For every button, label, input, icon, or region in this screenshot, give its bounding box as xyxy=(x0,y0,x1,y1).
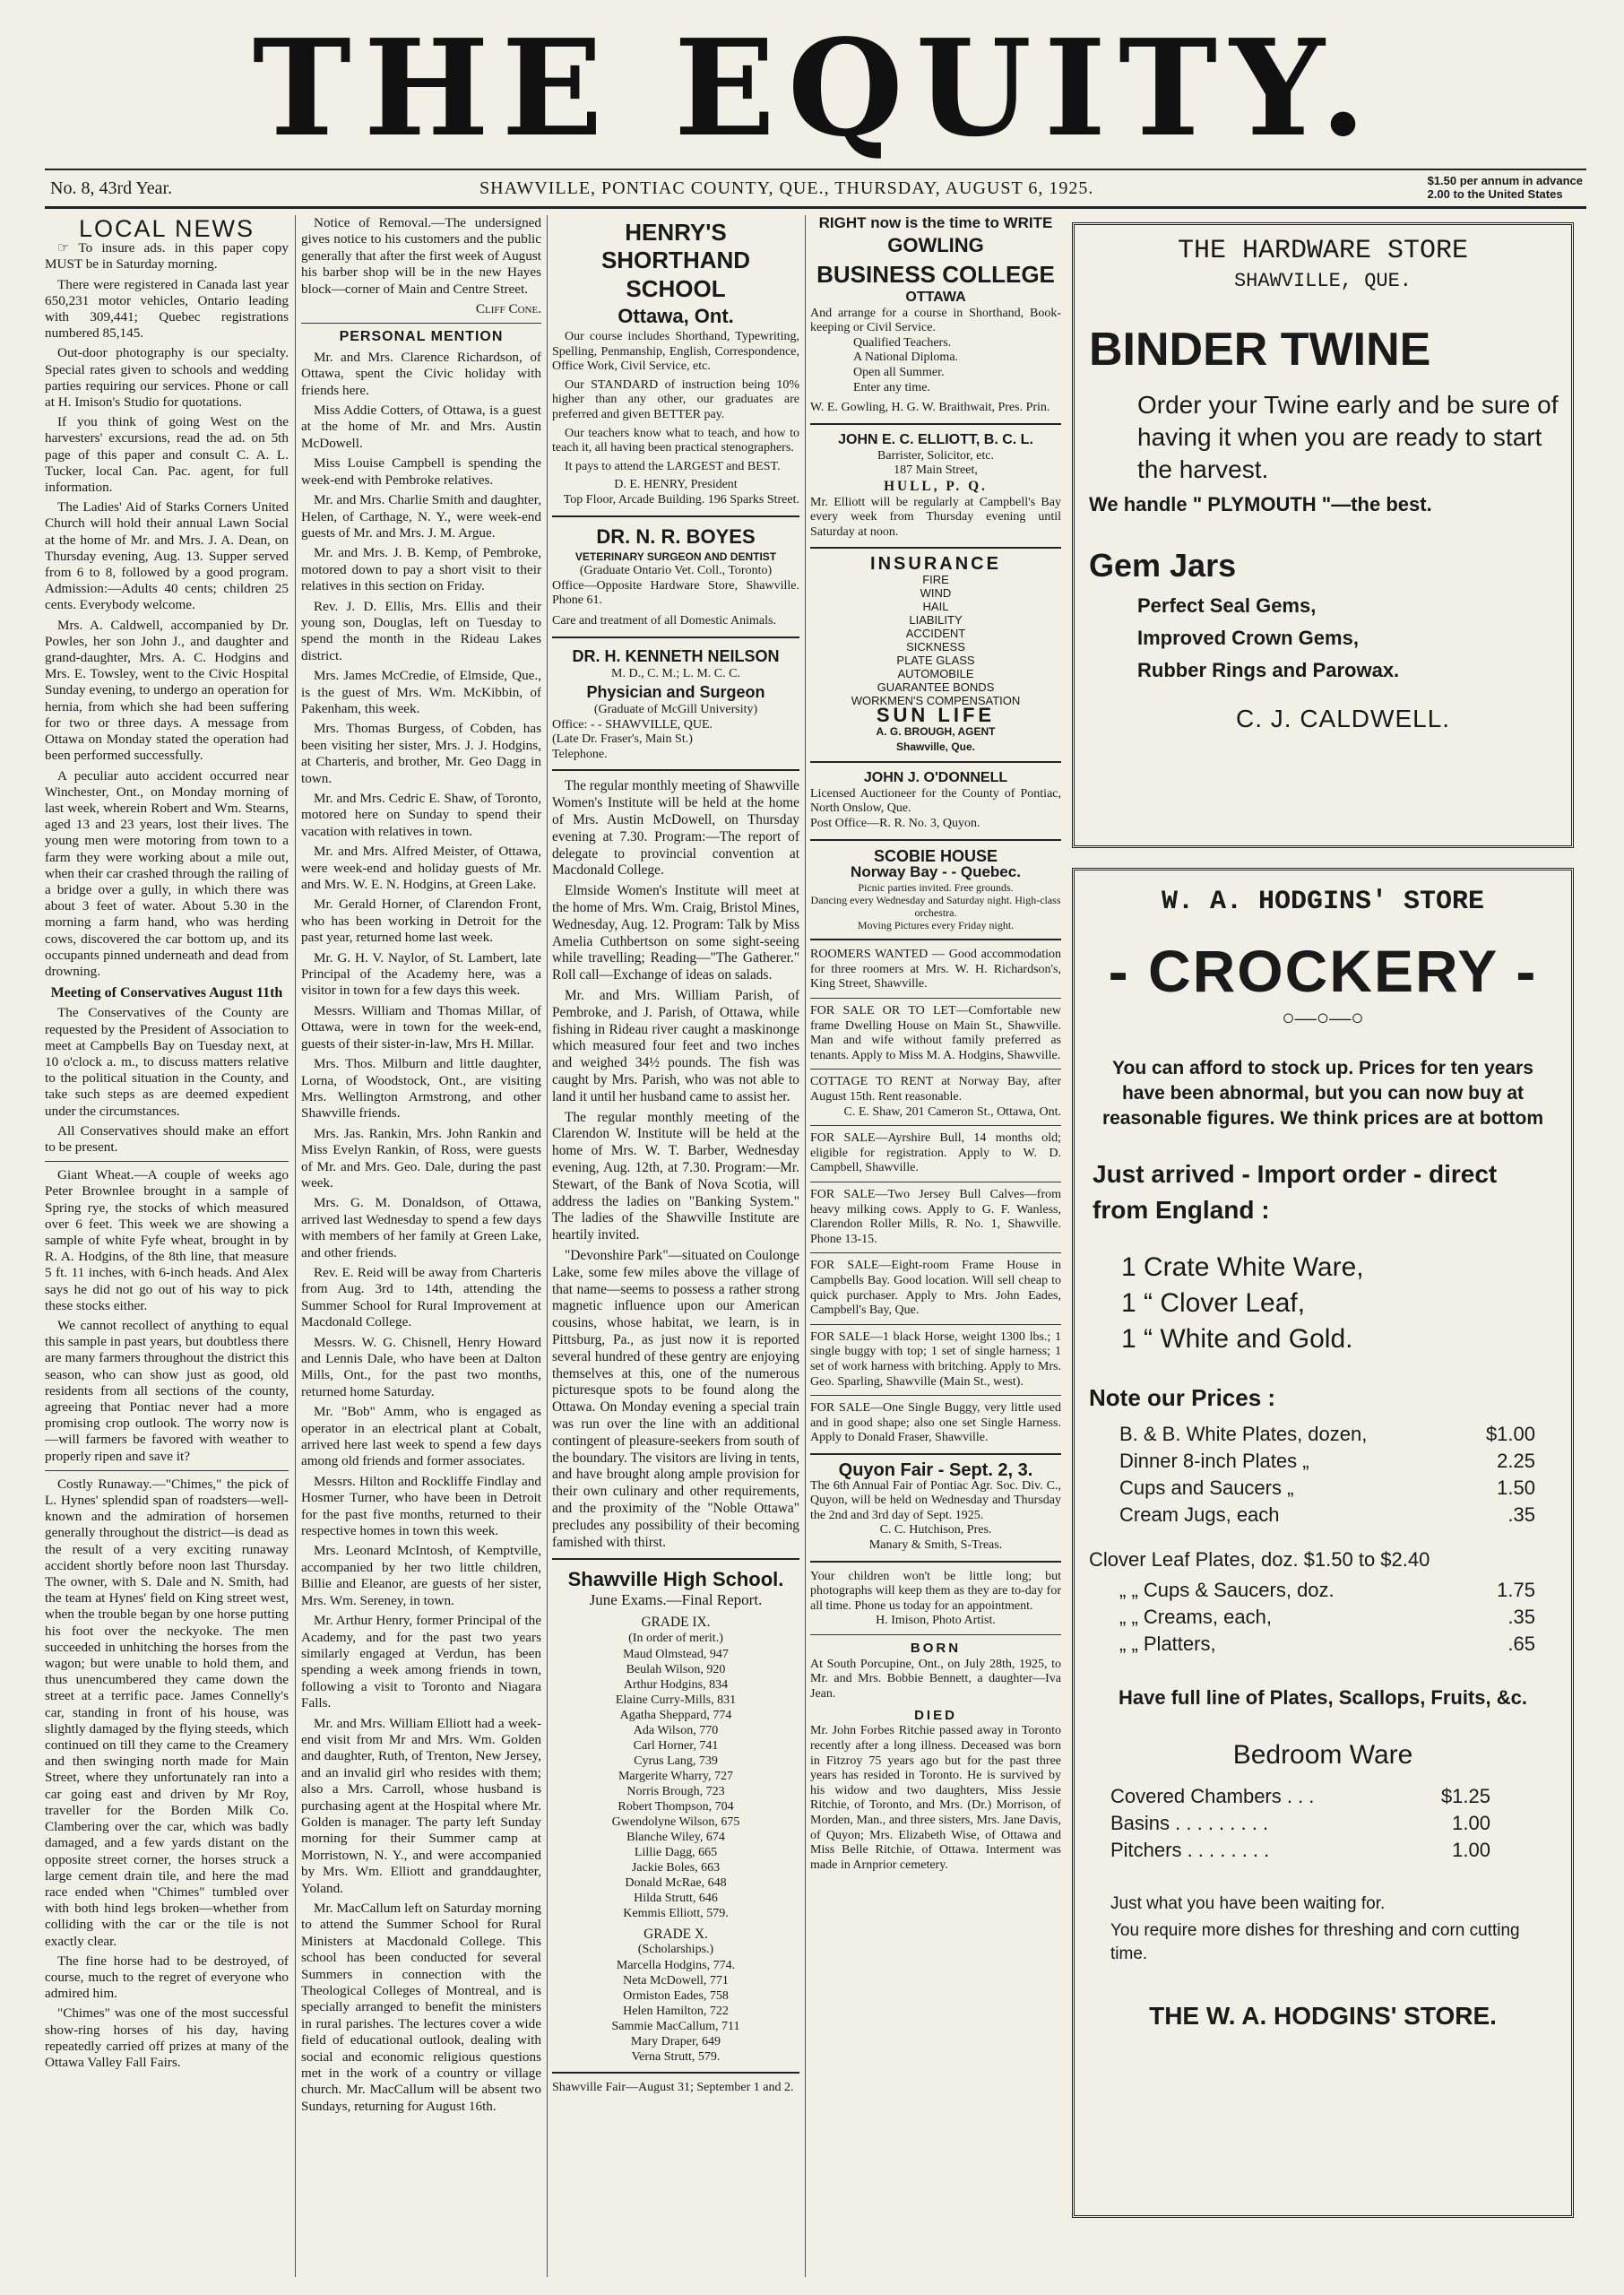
local-news-item: We cannot recollect of anything to equal this sample in past years, but doubtless there are many farmers throughout the district this season, who can show just as good, old residents from all sections of the county, agreeing that Pontiac never had a more promising crop outlook. The worry now is—will farmers be favored with weather to properly ripen and save it? xyxy=(45,1318,289,1464)
column-rule xyxy=(547,215,548,2277)
column-personal-mention xyxy=(301,215,541,2277)
classified-ad: FOR SALE—Ayrshire Bull, 14 months old; eligible for registration. Apply to W. D. Campbell, Shawville. xyxy=(810,1131,1061,1175)
grade-ix-student: Maud Olmstead, 947 xyxy=(623,1647,729,1661)
grade-ix-student: Beulah Wilson, 920 xyxy=(626,1662,726,1676)
price-value: 2.25 xyxy=(1497,1450,1535,1472)
personal-item: Mrs. Thos. Milburn and little daughter, Lorna, of Woodstock, Ont., are visiting Mrs. Wellington Armstrong, and other Shawville friends. xyxy=(301,1056,541,1122)
gem-jar-item: Rubber Rings and Parowax. xyxy=(1137,659,1400,681)
personal-item: Mrs. G. M. Donaldson, of Ottawa, arrived last Wednesday to spend a few days with members of her family at Green Lake, and other friends. xyxy=(301,1195,541,1260)
gem-jar-item: Perfect Seal Gems, xyxy=(1137,594,1317,617)
neilson-late: (Late Dr. Fraser's, Main St.) xyxy=(552,732,693,747)
grade-x-subheading: (Scholarships.) xyxy=(637,1943,714,1957)
price-us: 2.00 to the United States xyxy=(1427,187,1563,201)
insurance-type: AUTOMOBILE xyxy=(897,667,974,681)
personal-item: Rev. E. Reid will be away from Charteris from Aug. 3rd to 14th, attending the Summer School for Rural Improvement at Macdonald College. xyxy=(301,1264,541,1330)
personal-item: Messrs. W. G. Chisnell, Henry Howard and Lennis Dale, who have been at Dalton Mills, Ont., for the past two months, returned home Saturday. xyxy=(301,1334,541,1399)
quyon-fair-president: C. C. Hutchison, Pres. xyxy=(879,1523,992,1537)
gowling-title: GOWLING xyxy=(887,233,984,256)
personal-item: Mr. and Mrs. Charlie Smith and daughter, Helen, of Carthage, N. Y., were week-end guests of Mr. and Mrs. J. M. Argue. xyxy=(301,492,541,541)
divider xyxy=(810,1453,1061,1455)
binder-twine-heading: BINDER TWINE xyxy=(1089,324,1431,376)
local-news-item: Costly Runaway.—"Chimes," the pick of L. Hynes' splendid span of roadsters—well-known and the admiration of horsemen generally throughout the district—is dead as the result of a very exciting runaway accident shortly before noon last Thursday. The owner, with S. Dale and N. Smith, had the team at Hynes' field on King street west, when the trouble began by one horse putting his foot over the neckyoke. The men succeeded in unhitching the horses from the wagon; but were unable to hold them, and thus unencumbered they came down the street at a terrific pace. James Connelly's car, standing in front of his house, was slightly damaged by the flying steeds, which continued on till they came to the Creamery and then swinging north made for Main Street, where they unfortunately ran into a car going east and driven by Mr Roy, traveller for the Borden Milk Co. Clambering over the car, which was badly damaged, and a few yards distant on the opposite street corner, the horses struck a large cement drain tile, and here the mad race ended when "Chimes" tumbled over with both hind legs broken—whether from colliding with the car or the tile is not exactly clear. xyxy=(45,1476,289,1949)
local-news-heading: LOCAL NEWS xyxy=(78,215,255,242)
local-news-item: The fine horse had to be destroyed, of course, much to the regret of everyone who admired him. xyxy=(45,1953,289,2002)
personal-item: Mr. and Mrs. J. B. Kemp, of Pembroke, motored down to pay a short visit to their relatives in this section on Friday. xyxy=(301,545,541,594)
insurance-type: GUARANTEE BONDS xyxy=(877,680,995,695)
binder-twine-text: Order your Twine early and be sure of having it when you are ready to start the harvest. xyxy=(1137,391,1559,483)
notice-of-removal: Notice of Removal.—The undersigned gives notice to his customers and the public generally that after the first week of August his barber shop will be in the new Hayes block—corner of Main and Centre Street. xyxy=(301,215,541,297)
grade-ix-student: Carl Horner, 741 xyxy=(633,1738,719,1753)
born-heading: BORN xyxy=(910,1641,962,1657)
grade-ix-student: Ada Wilson, 770 xyxy=(633,1723,719,1737)
local-news-item: Out-door photography is our specialty. Special rates given to schools and wedding parties requiring our services. Phone or call at H. Imison's Studio for quotations. xyxy=(45,345,289,411)
personal-item: Mr. and Mrs. Cedric E. Shaw, of Toronto, motored here on Sunday to spend their vacation with relatives in town. xyxy=(301,791,541,839)
issue-number: No. 8, 43rd Year. xyxy=(50,178,173,198)
insurance-type: HAIL xyxy=(922,600,949,614)
price-row xyxy=(1119,1448,1535,1475)
local-news-item: "Chimes" was one of the most successful show-ring horses of his day, having repeatedly carried off prizes at many of the Ottawa Valley Fall Fairs. xyxy=(45,2005,289,2070)
personal-item: Mr. G. H. V. Naylor, of St. Lambert, late Principal of the Academy here, was a visitor in town for a few days this week. xyxy=(301,949,541,999)
gowling-text: And arrange for a course in Shorthand, Book-keeping or Civil Service. xyxy=(810,306,1061,335)
grade-ix-student: Margerite Wharry, 727 xyxy=(618,1769,734,1783)
price-item-name: Dinner 8-inch Plates „ xyxy=(1119,1450,1309,1472)
hardware-store-title: THE HARDWARE STORE xyxy=(1177,236,1469,266)
price-list-bedroom xyxy=(1110,1783,1490,1864)
insurance-type: PLATE GLASS xyxy=(896,654,975,668)
price-item-name: Basins . . . . . . . . . xyxy=(1110,1812,1269,1834)
odonnell-post-office: Post Office—R. R. No. 3, Quyon. xyxy=(810,817,980,831)
hodgins-store-title: W. A. HODGINS' STORE xyxy=(1161,887,1485,917)
divider xyxy=(552,515,799,517)
grade-ix-subheading: (In order of merit.) xyxy=(628,1631,723,1645)
hodgins-intro: You can afford to stock up. Prices for ten years have been abnormal, but you can now buy at reasonable figures. We think prices are at bottom xyxy=(1101,1058,1544,1129)
elliott-name: JOHN E. C. ELLIOTT, B. C. L. xyxy=(838,431,1033,447)
column-ads-classifieds xyxy=(810,215,1061,2277)
price-row xyxy=(1119,1604,1535,1631)
personal-item: Mr. MacCallum left on Saturday morning to attend the Summer School for Rural Ministers at Macdonald College. This school has been conducted for several Summers in connection with the Theological Colleges of Montreal, and is specially arranged to benefit the ministers in rural parishes. The lectures cover a wide field of educational outlook, dealing with social and economic religious questions met in the work of a country or village church. Mr. MacCallum will be absent two Sundays, returning for August 16th. xyxy=(301,1901,541,2114)
masthead-title: THE EQUITY. xyxy=(252,10,1379,166)
conservatives-heading: Meeting of Conservatives August 11th xyxy=(50,985,283,1001)
institute-item: Elmside Women's Institute will meet at the home of Mrs. Wm. Craig, Bristol Mines, Wednesday, Aug. 12. Program: Talk by Miss Amelia Cuthbertson on some sight-seeing while travelling; Reading—"The Gatherer." Roll call—Exchange of ideas on salads. xyxy=(552,883,799,983)
grade-ix-student: Elaine Curry-Mills, 831 xyxy=(615,1693,737,1707)
note-prices-heading: Note our Prices : xyxy=(1089,1384,1276,1411)
hodgins-closing-2: You require more dishes for threshing and corn cutting time. xyxy=(1110,1921,1520,1963)
grade-x-student: Verna Strutt, 579. xyxy=(631,2049,721,2064)
divider xyxy=(552,2072,799,2074)
price-item-name: „ „ Creams, each, xyxy=(1119,1606,1272,1628)
grade-x-student: Sammie MacCallum, 711 xyxy=(611,2019,740,2033)
price-row xyxy=(1119,1631,1535,1658)
divider xyxy=(810,423,1061,425)
price-item-name: „ „ Platters, xyxy=(1119,1632,1216,1655)
personal-item: Mrs. Jas. Rankin, Mrs. John Rankin and Miss Evelyn Rankin, of Ross, were guests of Mr. and Mrs. Geo. Dale, during the past week. xyxy=(301,1125,541,1191)
price-item-name: B. & B. White Plates, dozen, xyxy=(1119,1423,1368,1445)
gowling-feature: Enter any time. xyxy=(853,380,930,394)
hardware-store-city: SHAWVILLE, QUE. xyxy=(1233,270,1412,292)
elliott-title: Barrister, Solicitor, etc. xyxy=(877,448,994,463)
personal-item: Mr. Gerald Horner, of Clarendon Front, who has been working in Detroit for the past year, returned home last week. xyxy=(301,896,541,946)
neilson-degrees: M. D., C. M.; L. M. C. C. xyxy=(611,666,740,680)
price-value: .35 xyxy=(1507,1606,1535,1628)
price-item-name: Pitchers . . . . . . . . xyxy=(1110,1839,1270,1861)
price-list-white xyxy=(1119,1421,1535,1529)
hodgins-signature: THE W. A. HODGINS' STORE. xyxy=(1149,2002,1497,2030)
grade-ix-student: Jackie Boles, 663 xyxy=(631,1860,721,1875)
price-value: $1.25 xyxy=(1440,1785,1490,1807)
gem-jars-heading: Gem Jars xyxy=(1089,547,1237,584)
classified-ad: FOR SALE OR TO LET—Comfortable new frame Dwelling House on Main St., Shawville. Man and wife without family preferred as tenants. Apply to Miss M. A. Hodgins, Shawville. xyxy=(810,1004,1061,1062)
column-rule xyxy=(805,215,806,2277)
grade-x-list xyxy=(552,1958,799,2065)
grade-x-student: Helen Hamilton, 722 xyxy=(623,2004,729,2018)
hardware-signature: C. J. CALDWELL. xyxy=(1236,705,1451,732)
divider xyxy=(810,1125,1061,1126)
local-news-item: Giant Wheat.—A couple of weeks ago Peter Brownlee brought in a sample of Spring rye, the stocks of which measured over 6 feet. This week we are showing a sample of white Fyfe wheat, brought in by R. A. Hodgins, of the 8th line, that measure 5 ft. 11 inches, with 6-inch heads. And Alex says he did not go out of his way to pick these stocks either. xyxy=(45,1167,289,1313)
hodgins-closing-1: Just what you have been waiting for. xyxy=(1110,1894,1386,1913)
photo-ad-text: Your children won't be little long; but photographs will keep them as they are to-day for all time. Phone us today for an appointment. xyxy=(810,1569,1061,1613)
grade-ix-student: Arthur Hodgins, 834 xyxy=(623,1677,729,1692)
divider xyxy=(301,323,541,324)
odonnell-name: JOHN J. O'DONNELL xyxy=(863,770,1008,786)
grade-ix-student: Lillie Dagg, 665 xyxy=(634,1845,718,1859)
classified-signature: C. E. Shaw, 201 Cameron St., Ottawa, Ont. xyxy=(843,1104,1061,1119)
divider xyxy=(552,769,799,771)
henry-text: Our STANDARD of instruction being 10% higher than any other, our graduates are preferred and given BETTER pay. xyxy=(552,377,799,421)
local-news-item: If you think of going West on the harvesters' excursions, read the ad. on 5th page of this paper and consult C. A. L. Tucker, local Can. Pac. agent, for full information. xyxy=(45,414,289,496)
grade-ix-student: Gwendolyne Wilson, 675 xyxy=(611,1814,740,1829)
dateline-bar xyxy=(45,169,1586,209)
elliott-address: 187 Main Street, xyxy=(894,463,978,478)
price-list-clover xyxy=(1119,1577,1535,1658)
price-value: .65 xyxy=(1507,1632,1535,1655)
shawville-fair-note: Shawville Fair—August 31; September 1 and 2. xyxy=(552,2080,794,2094)
column-ads-school xyxy=(552,215,799,2277)
price-item-name: Cream Jugs, each xyxy=(1119,1503,1280,1526)
institute-item: The regular monthly meeting of Shawville Women's Institute will be held at the home of Mrs. Austin McDowell, on Thursday evening at 7.30. Program:—The report of delegate to provincial convention at Macdonald College. xyxy=(552,778,799,879)
price-row xyxy=(1110,1783,1490,1810)
neilson-title: Physician and Surgeon xyxy=(586,683,765,702)
divider xyxy=(810,1561,1061,1563)
crate-list xyxy=(1121,1250,1571,1357)
classified-ad: COTTAGE TO RENT at Norway Bay, after August 15th. Rent reasonable. xyxy=(810,1075,1061,1104)
insurance-type: WORKMEN'S COMPENSATION xyxy=(851,694,1021,708)
henry-text: It pays to attend the LARGEST and BEST. xyxy=(565,459,781,473)
personal-item: Mr. "Bob" Amm, who is engaged as operator in an electrical plant at Cobalt, arrived here last week to spend a few days among old friends and former associates. xyxy=(301,1404,541,1469)
institute-item: The regular monthly meeting of the Clarendon W. Institute will be held at the home of Mrs. W. T. Barber, Wednesday evening, Aug. 12th, at 7.30. Program:—Mr. Stewart, of the Bank of Nova Scotia, will address the ladies on "Banking System." The ladies of the Shawville Institute are heartily invited. xyxy=(552,1109,799,1243)
high-school-subtitle: June Exams.—Final Report. xyxy=(589,1591,763,1609)
grade-x-student: Neta McDowell, 771 xyxy=(623,1973,729,1988)
insurance-type: SICKNESS xyxy=(906,640,965,654)
grade-x-student: Mary Draper, 649 xyxy=(630,2034,721,2048)
grade-ix-student: Norris Brough, 723 xyxy=(626,1784,725,1798)
local-news-item: All Conservatives should make an effort to be present. xyxy=(45,1122,289,1155)
classified-ad: FOR SALE—Eight-room Frame House in Campbells Bay. Good location. Will sell cheap to quick purchaser. Apply to Mrs. John Eades, Campbell's Bay, Que. xyxy=(810,1259,1061,1318)
divider xyxy=(810,547,1061,549)
price-row xyxy=(1110,1837,1490,1864)
grade-ix-student: Hilda Strutt, 646 xyxy=(634,1891,718,1905)
divider xyxy=(810,1324,1061,1325)
divider xyxy=(810,1634,1061,1635)
boyes-office: Office—Opposite Hardware Store, Shawville. Phone 61. xyxy=(552,578,799,608)
grade-ix-student: Donald McRae, 648 xyxy=(625,1875,727,1890)
business-college-title: BUSINESS COLLEGE xyxy=(816,260,1055,288)
personal-item: Mr. and Mrs. Clarence Richardson, of Ottawa, spent the Civic holiday with friends here. xyxy=(301,349,541,398)
boyes-subtitle: VETERINARY SURGEON AND DENTIST xyxy=(574,550,777,563)
quyon-fair-title: Quyon Fair - Sept. 2, 3. xyxy=(838,1459,1033,1480)
personal-item: Rev. J. D. Ellis, Mrs. Ellis and their young son, Douglas, left on Tuesday to spend the month in the Rideau Lakes district. xyxy=(301,598,541,663)
neilson-name: DR. H. KENNETH NEILSON xyxy=(572,646,780,665)
scobie-feature: Dancing every Wednesday and Saturday night. High-class orchestra. xyxy=(810,894,1061,920)
insurance-city: Shawville, Que. xyxy=(895,740,976,753)
hodgins-store-ad xyxy=(1072,868,1574,2218)
crate-item: 1 “ White and Gold. xyxy=(1121,1324,1353,1354)
died-heading: DIED xyxy=(914,1707,957,1723)
crockery-ornament: ○—○—○ xyxy=(1282,1007,1364,1030)
divider xyxy=(810,761,1061,763)
personal-item: Mr. and Mrs. Alfred Meister, of Ottawa, were week-end and holiday guests of Mr. and Mrs. W. E. N. Hodgins, at Green Lake. xyxy=(301,844,541,893)
grade-ix-student: Kemmis Elliott, 579. xyxy=(623,1906,729,1920)
personal-item: Messrs. William and Thomas Millar, of Ottawa, were in town for the week-end, guests of their sister-in-law, Mrs H. Millar. xyxy=(301,1002,541,1052)
quyon-fair-treasurer: Manary & Smith, S-Treas. xyxy=(868,1538,1003,1553)
grade-x-heading: GRADE X. xyxy=(644,1926,708,1942)
full-line-notice: Have full line of Plates, Scallops, Fruits, &c. xyxy=(1118,1686,1528,1709)
scobie-house-place: Norway Bay - - Quebec. xyxy=(851,863,1021,881)
henry-title: HENRY'S xyxy=(625,219,727,246)
neilson-office: Office: - - SHAWVILLE, QUE. xyxy=(552,717,713,732)
local-news-item: ☞ To insure ads. in this paper copy MUST be in Saturday morning. xyxy=(45,240,289,273)
personal-item: Mrs. Thomas Burgess, of Cobden, has been visiting her sister, Mrs. J. J. Hodgins, at Charteris, and brother, Mr. Geo Dagg in town. xyxy=(301,721,541,786)
divider xyxy=(810,1395,1061,1396)
divider xyxy=(810,839,1061,841)
boyes-graduate: (Graduate Ontario Vet. Coll., Toronto) xyxy=(579,564,773,578)
grade-ix-student: Cyrus Lang, 739 xyxy=(634,1754,718,1768)
grade-ix-list xyxy=(552,1647,799,1921)
scobie-feature: Moving Pictures every Friday night. xyxy=(857,919,1015,932)
divider xyxy=(552,1558,799,1560)
price-canada: $1.50 per annum in advance xyxy=(1427,174,1583,187)
divider xyxy=(810,939,1061,940)
bedroom-ware-heading: Bedroom Ware xyxy=(1232,1740,1413,1770)
died-text: Mr. John Forbes Ritchie passed away in Toronto recently after a long illness. Deceased was born in Fitzroy 75 years ago but for the past three years has resided in Toronto. He is survived by his widow and two daughters, Miss Jessie Ritchie, of Toronto, and Mrs. (Dr.) Morrison, of Morden, Man., and three sisters, Mrs. Jane Davis, of Quyon; Mrs. Elizabeth Wise, of Ottawa and Miss Belle Ritchie, of Ottawa. Interment was made in Arnprior cemetery. xyxy=(810,1724,1061,1872)
neilson-telephone: Telephone. xyxy=(552,747,608,761)
scobie-house-title: SCOBIE HOUSE xyxy=(873,846,998,865)
local-news-item: A peculiar auto accident occurred near Winchester, Ont., on Monday morning of last week, wherein Robert and Wm. Stearns, aged 13 and 23 years, lost their lives. The young men were motoring from town to a farm they were working about a mile out, when their car crashed through the railing of a bridge over a gully, in which there was about 3 feet of water. About 5.30 in the morning a farm hand, who was herding cows, discovered the car bottom up, and its occupants pinned underneath and dead from drowning. xyxy=(45,767,289,979)
scobie-house-list xyxy=(810,881,1061,931)
crockery-heading: - CROCKERY - xyxy=(1108,938,1538,1004)
henry-city: Ottawa, Ont. xyxy=(618,305,734,327)
insurance-title: INSURANCE xyxy=(870,554,1001,575)
personal-item: Miss Addie Cotters, of Ottawa, is a guest at the home of Mr. and Mrs. Austin McDowell. xyxy=(301,403,541,451)
gowling-features-list xyxy=(810,336,1061,395)
divider xyxy=(45,1161,289,1162)
classified-ad: FOR SALE—Two Jersey Bull Calves—from heavy milking cows. Apply to G. F. Wanless, Clarendon Roller Mills, R. No. 1, Shawville. Phone 13-15. xyxy=(810,1187,1061,1246)
personal-item: Mr. and Mrs. William Elliott had a week-end visit from Mr and Mrs. Wm. Golden and daughter, Ruth, of Trenton, New Jersey, and an invalid girl who resides with them; also a Mrs. Carroll, whose husband is purchasing agent at the Hospital where Mr. Golden is manager. The party left Sunday morning for their Summer camp at Morristown, N. Y., and were accompanied by Mrs. Wm. Elliott and granddaughter, Yoland. xyxy=(301,1715,541,1896)
hardware-store-ad xyxy=(1072,222,1574,848)
gowling-signature: W. E. Gowling, H. G. W. Braithwait, Pres. Prin. xyxy=(810,401,1050,415)
divider xyxy=(552,637,799,638)
boyes-care: Care and treatment of all Domestic Animals. xyxy=(552,613,776,628)
local-news-item: The Ladies' Aid of Starks Corners United Church will hold their annual Lawn Social at the home of Mr. and Mrs. J. A. Dean, on Thursday evening, Aug. 13. Supper served from 6 to 8, followed by a good program. Admission:—Adults 40 cents; children 25 cents. Everybody welcome. xyxy=(45,499,289,613)
classified-ad: ROOMERS WANTED — Good accommodation for three roomers at Mrs. W. H. Richardson's, King Street, Shawville. xyxy=(810,948,1061,992)
elliott-text: Mr. Elliott will be regularly at Campbell's Bay every week from Thursday evening until Saturday at noon. xyxy=(810,495,1061,539)
place-and-date: SHAWVILLE, PONTIAC COUNTY, QUE., THURSDAY, AUGUST 6, 1925. xyxy=(479,178,1094,198)
price-item-name: Cups and Saucers „ xyxy=(1119,1477,1294,1499)
crate-item: 1 Crate White Ware, xyxy=(1121,1252,1364,1282)
price-value: .35 xyxy=(1507,1503,1535,1526)
high-school-title: Shawville High School. xyxy=(567,1568,784,1591)
odonnell-text: Licensed Auctioneer for the County of Pontiac, North Onslow, Que. xyxy=(810,786,1061,816)
grade-x-student: Marcella Hodgins, 774. xyxy=(616,1958,736,1972)
gowling-feature: A National Diploma. xyxy=(853,351,959,365)
quyon-fair-text: The 6th Annual Fair of Pontiac Agr. Soc. Div. C., Quyon, will be held on Wednesday and Thursday the 2nd and 3rd day of Sept. 1925. xyxy=(810,1478,1061,1522)
price-value: 1.75 xyxy=(1497,1579,1535,1601)
grade-ix-heading: GRADE IX. xyxy=(641,1615,711,1631)
gowling-feature: Qualified Teachers. xyxy=(853,335,952,350)
henry-text: Our course includes Shorthand, Typewriting, Spelling, Penmanship, English, Correspondence, Office Work, Civil Service, etc. xyxy=(552,330,799,374)
price-value: 1.00 xyxy=(1452,1839,1490,1861)
divider xyxy=(45,1470,289,1471)
born-text: At South Porcupine, Ont., on July 28th, 1925, to Mr. and Mrs. Bobbie Bennett, a daughter—Iva Jean. xyxy=(810,1657,1061,1702)
personal-item: Messrs. Hilton and Rockliffe Findlay and Hosmer Turner, who have been in Detroit for the past five months, returned to their respective homes in town this week. xyxy=(301,1473,541,1539)
grade-ix-student: Robert Thompson, 704 xyxy=(618,1799,734,1814)
column-local-news xyxy=(45,215,289,2277)
price-row xyxy=(1110,1810,1490,1837)
boyes-name: DR. N. R. BOYES xyxy=(596,524,756,548)
subscription-price xyxy=(1428,174,1583,201)
price-row xyxy=(1119,1421,1535,1448)
crate-item: 1 “ Clover Leaf, xyxy=(1121,1288,1306,1318)
gowling-feature: Open all Summer. xyxy=(853,365,945,379)
notice-signature: Cliff Cone. xyxy=(475,301,541,317)
insurance-type: LIABILITY xyxy=(909,613,963,628)
local-news-item: Mrs. A. Caldwell, accompanied by Dr. Powles, her son John J., and daughter and grand-daughter, Mrs. A. C. Hodgins and Mrs. E. Towsley, went to the Civic Hospital Sunday evening, to undergo an operation for hernia, from which she had been suffering for two or three days. A message from Ottawa on Monday stated the operation had been performed successfully. xyxy=(45,617,289,764)
divider xyxy=(810,1069,1061,1070)
personal-item: Miss Louise Campbell is spending the week-end with Pembroke relatives. xyxy=(301,455,541,488)
grade-ix-student: Blanche Wiley, 674 xyxy=(626,1830,725,1844)
elliott-city: HULL, P. Q. xyxy=(884,478,988,494)
price-row xyxy=(1119,1577,1535,1604)
insurance-type: ACCIDENT xyxy=(905,627,966,641)
gem-jars-list xyxy=(1137,590,1571,687)
import-arrived: Just arrived - Import order - direct from England : xyxy=(1093,1160,1498,1224)
personal-item: Mrs. James McCredie, of Elmside, Que., is the guest of Mrs. Wm. McKibbin, of Pakenham, this week. xyxy=(301,668,541,716)
price-row xyxy=(1119,1475,1535,1502)
local-news-item: There were registered in Canada last year 650,231 motor vehicles, Ontario leading with 309,441; Quebec registrations numbered 85,145. xyxy=(45,276,289,342)
institute-item: Mr. and Mrs. William Parish, of Pembroke, and J. Parish, of Ottawa, while fishing in Rideau river caught a maskinonge which measured four feet and two inches and weighed 34½ pounds. The fish was caught by Mrs. Parish, who was not able to land it until her husband came to assist her. xyxy=(552,988,799,1104)
personal-mention-heading: PERSONAL MENTION xyxy=(339,329,504,345)
henry-school-name: SHORTHAND SCHOOL xyxy=(600,247,751,302)
right-now-line: RIGHT now is the time to WRITE xyxy=(818,215,1053,231)
insurance-type: FIRE xyxy=(922,573,949,587)
grade-ix-student: Agatha Sheppard, 774 xyxy=(619,1708,732,1722)
price-value: 1.00 xyxy=(1452,1812,1490,1834)
scobie-feature: Picnic parties invited. Free grounds. xyxy=(858,881,1014,895)
price-row xyxy=(1119,1502,1535,1529)
divider xyxy=(810,1252,1061,1253)
price-item-name: Covered Chambers . . . xyxy=(1110,1785,1315,1807)
henry-text: Our teachers know what to teach, and how to teach it, all having been practical stenographers. xyxy=(552,426,799,455)
insurance-type: WIND xyxy=(920,586,952,601)
photo-ad-signature: H. Imison, Photo Artist. xyxy=(876,1614,996,1628)
divider xyxy=(810,998,1061,999)
henry-address: Top Floor, Arcade Building. 196 Sparks Street. xyxy=(563,492,799,507)
price-value: $1.00 xyxy=(1485,1423,1535,1445)
personal-item: Mrs. Leonard McIntosh, of Kemptville, accompanied by her two little children, Billie and Eleanor, are guests of her sister, Mrs. Wm. Sereney, in town. xyxy=(301,1543,541,1608)
insurance-agent: A. G. BROUGH, AGENT xyxy=(876,724,996,738)
local-news-item: The Conservatives of the County are requested by the President of Association to meet at Campbells Bay on Tuesday next, at 10 o'clock a. m., to discuss matters relative to the political situation in the County, and take such steps as are deemed expedient under the circumstances. xyxy=(45,1005,289,1119)
neilson-graduate: (Graduate of McGill University) xyxy=(593,703,758,717)
gem-jar-item: Improved Crown Gems, xyxy=(1137,627,1359,649)
devonshire-park-item: "Devonshire Park"—situated on Coulonge Lake, some few miles above the village of that name—seems to possess a rather strong magnetic influence upon our American cousins, whose habitat, we learn, is in Pittsburg, Pa., as just now it is reported several hundred of these gentry are enjoying themselves at this, one of the numerous picturesque spots to be found along the Ottawa. On Monday evening a special train was run over the line with an additional contingent of pleasure-seekers from south of the boundary. The visitors are living in tents, and have brought along ample provision for their own culinary and other requirements, and the proximity of the "Noble Ottawa" precludes any possibility of their becoming famished with thirst. xyxy=(552,1247,799,1550)
sun-life-title: SUN LIFE xyxy=(876,704,996,727)
grade-x-student: Ormiston Eades, 758 xyxy=(623,1988,729,2003)
henry-signature: D. E. HENRY, President xyxy=(614,478,738,492)
column-rule xyxy=(295,215,296,2277)
gowling-city: OTTAWA xyxy=(905,289,966,305)
price-item-name: „ „ Cups & Saucers, doz. xyxy=(1119,1579,1335,1601)
classified-ad: FOR SALE—1 black Horse, weight 1300 lbs.; 1 single buggy with top; 1 set of single harness; 1 set of work harness with britching. Apply to Mrs. Geo. Sparling, Shawville (Main St., west). xyxy=(810,1329,1061,1389)
price-value: 1.50 xyxy=(1497,1477,1535,1499)
classified-ad: FOR SALE—One Single Buggy, very little used and in good shape; also one set Single Harness. Apply to Donald Fraser, Shawville. xyxy=(810,1401,1061,1445)
insurance-list xyxy=(810,573,1061,707)
plymouth-line: We handle " PLYMOUTH "—the best. xyxy=(1089,493,1432,515)
clover-leaf-line: Clover Leaf Plates, doz. $1.50 to $2.40 xyxy=(1089,1548,1430,1571)
personal-item: Mr. Arthur Henry, former Principal of the Academy, and for the past two years similarly engaged at Verdun, has been spending a week among friends in town, following a visit to Toronto and Niagara Falls. xyxy=(301,1613,541,1711)
